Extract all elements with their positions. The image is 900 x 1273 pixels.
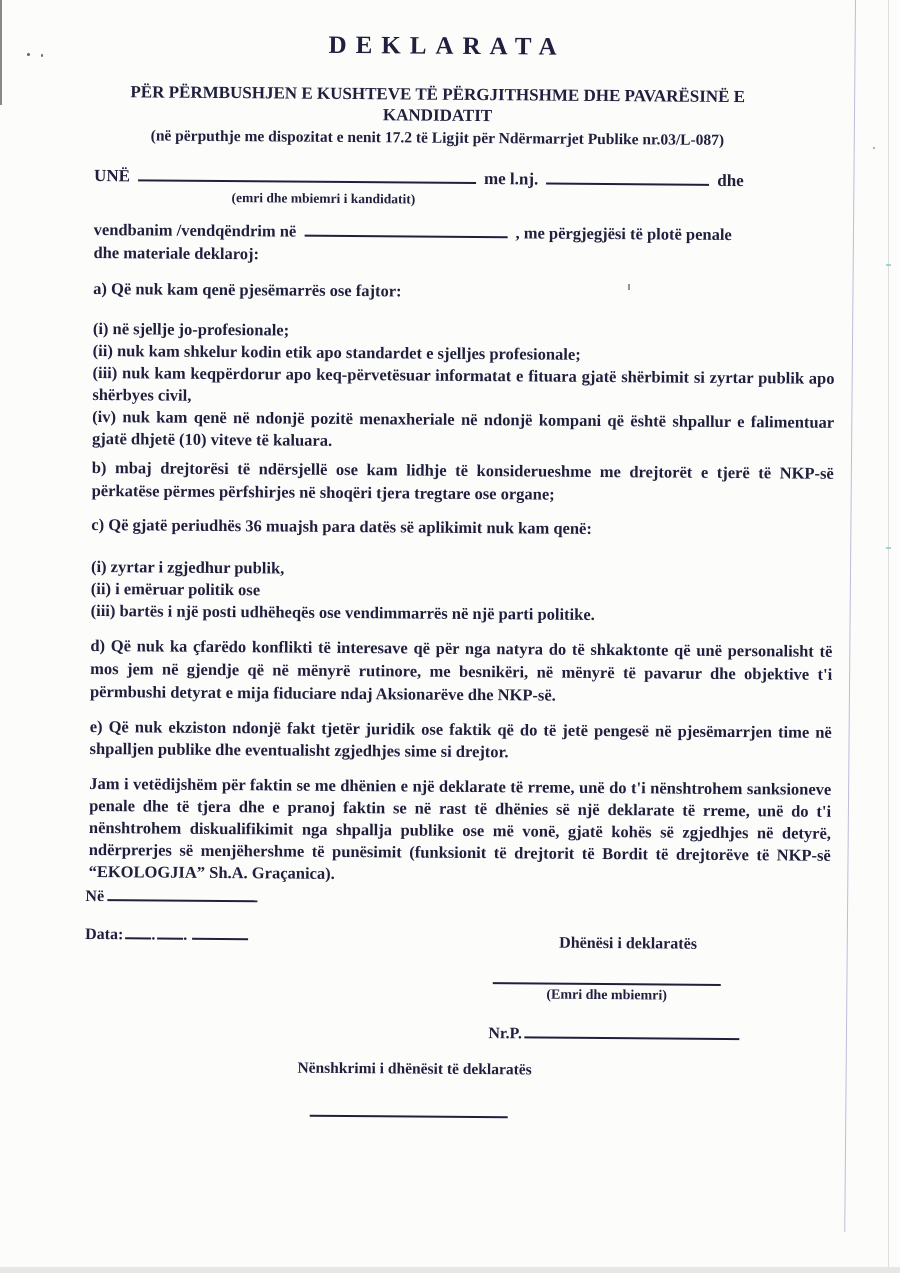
item-c-ii: (ii) i emëruar politik ose: [90, 578, 261, 600]
section-a-items: [92, 318, 835, 456]
place-field-line: [107, 899, 257, 902]
une-label: UNË: [94, 165, 131, 186]
scan-speck: [27, 53, 30, 56]
protocol-label: Nr.P.: [488, 1025, 522, 1043]
item-a-ii: (ii) nuk kam shkelur kodin etik apo standardet e sjelljes profesionale;: [92, 340, 581, 364]
section-a-heading: a) Që nuk kam qenë pjesëmarrës ose fajtor:: [93, 278, 402, 301]
protocol-row: [488, 1025, 739, 1045]
subtitle-line-2: KANDIDATIT: [382, 105, 493, 126]
date-label: Data:: [85, 925, 124, 944]
item-c-i: (i) zyrtar i zgjedhur publik,: [90, 556, 285, 578]
residence-field-line: [304, 235, 507, 239]
section-d-text: d) Që nuk ka çfarëdo konflikti të interesave që për nga natyra do të shkaktonte që unë personalisht të mos jem në gjendje që në mënyrë rutinore, me besnikëri, në mënyrë të pavarur dhe objektive t'i përmbushi detyrat e mija fiduciare ndaj Aksionarëve dhe NKP-së.: [89, 635, 833, 705]
name-field-hint: (emri dhe mbiemri i kandidatit): [231, 190, 416, 207]
declarant-name-row: [94, 166, 794, 191]
scan-edge-artifact: [0, 1267, 900, 1273]
dhe-label: dhe: [717, 170, 744, 191]
scan-tick-artifact: [886, 547, 891, 549]
place-label: Në: [85, 887, 105, 906]
scan-vertical-line-artifact: [888, 0, 889, 1273]
item-a-iii: (iii) nuk kam keqpërdorur apo keq-përvetësuar informatat e fituara gjatë shërbimit si zyrtar publik apo shërbyes civil,: [92, 362, 835, 405]
date-month-line: [157, 938, 183, 940]
declarant-name-block: [493, 982, 721, 1005]
place-row: [85, 888, 257, 907]
oath-paragraph: Jam i vetëdijshëm për faktin se me dhënien e një deklarate të rreme, unë do t'i nënshtrohem sanksioneve penale dhe të tjera dhe e pranoj faktin se në rast të dhënies së një deklarate të rreme, unë do t'i nënshtrohem diskualifikimit nga shpallja publike ose më vonë, gjatë kohës së zgjedhjes në detyrë, ndërprerjes së menjëhershme të punësimit (funksionit të drejtorit të Bordit të drejtorëve të NKP-së “EKOLOGJIA” Sh.A. Graçanica).: [88, 773, 832, 883]
responsibility-text: , me përgjegjësi të plotë penale: [515, 223, 732, 245]
item-c-iii: (iii) bartës i një posti udhëheqës ose vendimmarrës në një parti politike.: [90, 600, 595, 624]
residence-clause: [93, 218, 813, 270]
date-row: [85, 926, 248, 945]
scan-speck: [41, 54, 43, 57]
declare-text: dhe materiale deklaroj:: [93, 242, 260, 264]
id-number-field-line: [546, 183, 709, 186]
signature-line: [310, 1115, 508, 1119]
item-a-i: (i) në sjellje jo-profesionale;: [92, 318, 290, 340]
item-a-iv: (iv) nuk kam qenë në ndonjë pozitë menaxheriale në ndonjë kompani që është shpallur e falimentuar gjatë dhjetë (10) viteve të kaluara.: [91, 406, 835, 450]
scan-speck: [628, 284, 630, 290]
date-year-line: [192, 938, 248, 940]
section-b-text: b) mbaj drejtorësi të ndërsjellë ose kam lidhje të konsiderueshme me drejtorët e tjerë të NKP-së përkatëse përmes përfshirjes në shoqëri tjera tregtare ose organe;: [91, 457, 834, 504]
declarant-heading: Dhënësi i deklaratës: [559, 934, 698, 953]
subtitle-line-1: PËR PËRMBUSHJEN E KUSHTEVE TË PËRGJITHSHME DHE PAVARËSINË E: [130, 82, 746, 107]
name-field-line: [138, 179, 476, 184]
signature-caption: Nënshkrimi i dhënësit të deklaratës: [297, 1059, 532, 1079]
declarant-name-line: [493, 982, 721, 986]
page-title: DEKLARATA: [328, 31, 566, 61]
section-e-text: e) Që nuk ekziston ndonjë fakt tjetër juridik ose faktik që do të jetë pengesë në pjesëmarrjen time në shpalljen publike dhe eventualisht zgjedhjes sime si drejtor.: [89, 716, 832, 762]
declarant-name-hint: (Emri dhe mbiemri): [546, 987, 667, 1004]
date-day-line: [125, 937, 151, 939]
id-number-label: me l.nj.: [483, 169, 539, 189]
residence-label: vendbanim /vendqëndrim në: [93, 219, 297, 241]
date-dot-2: .: [183, 926, 188, 944]
date-dot-1: .: [151, 926, 156, 944]
scan-edge-artifact: [0, 0, 2, 105]
legal-reference: (në përputhje me dispozitat e nenit 17.2 të Ligjit për Ndërmarrjet Publike nr.03/L-087): [150, 127, 725, 149]
protocol-field-line: [524, 1036, 739, 1040]
section-c-heading: c) Që gjatë periudhës 36 muajsh para datës së aplikimit nuk kam qenë:: [91, 514, 592, 538]
page-subtitle: [73, 81, 803, 129]
scan-tick-artifact: [886, 264, 891, 266]
section-c-items: [91, 556, 833, 628]
scan-speck: [873, 147, 875, 149]
